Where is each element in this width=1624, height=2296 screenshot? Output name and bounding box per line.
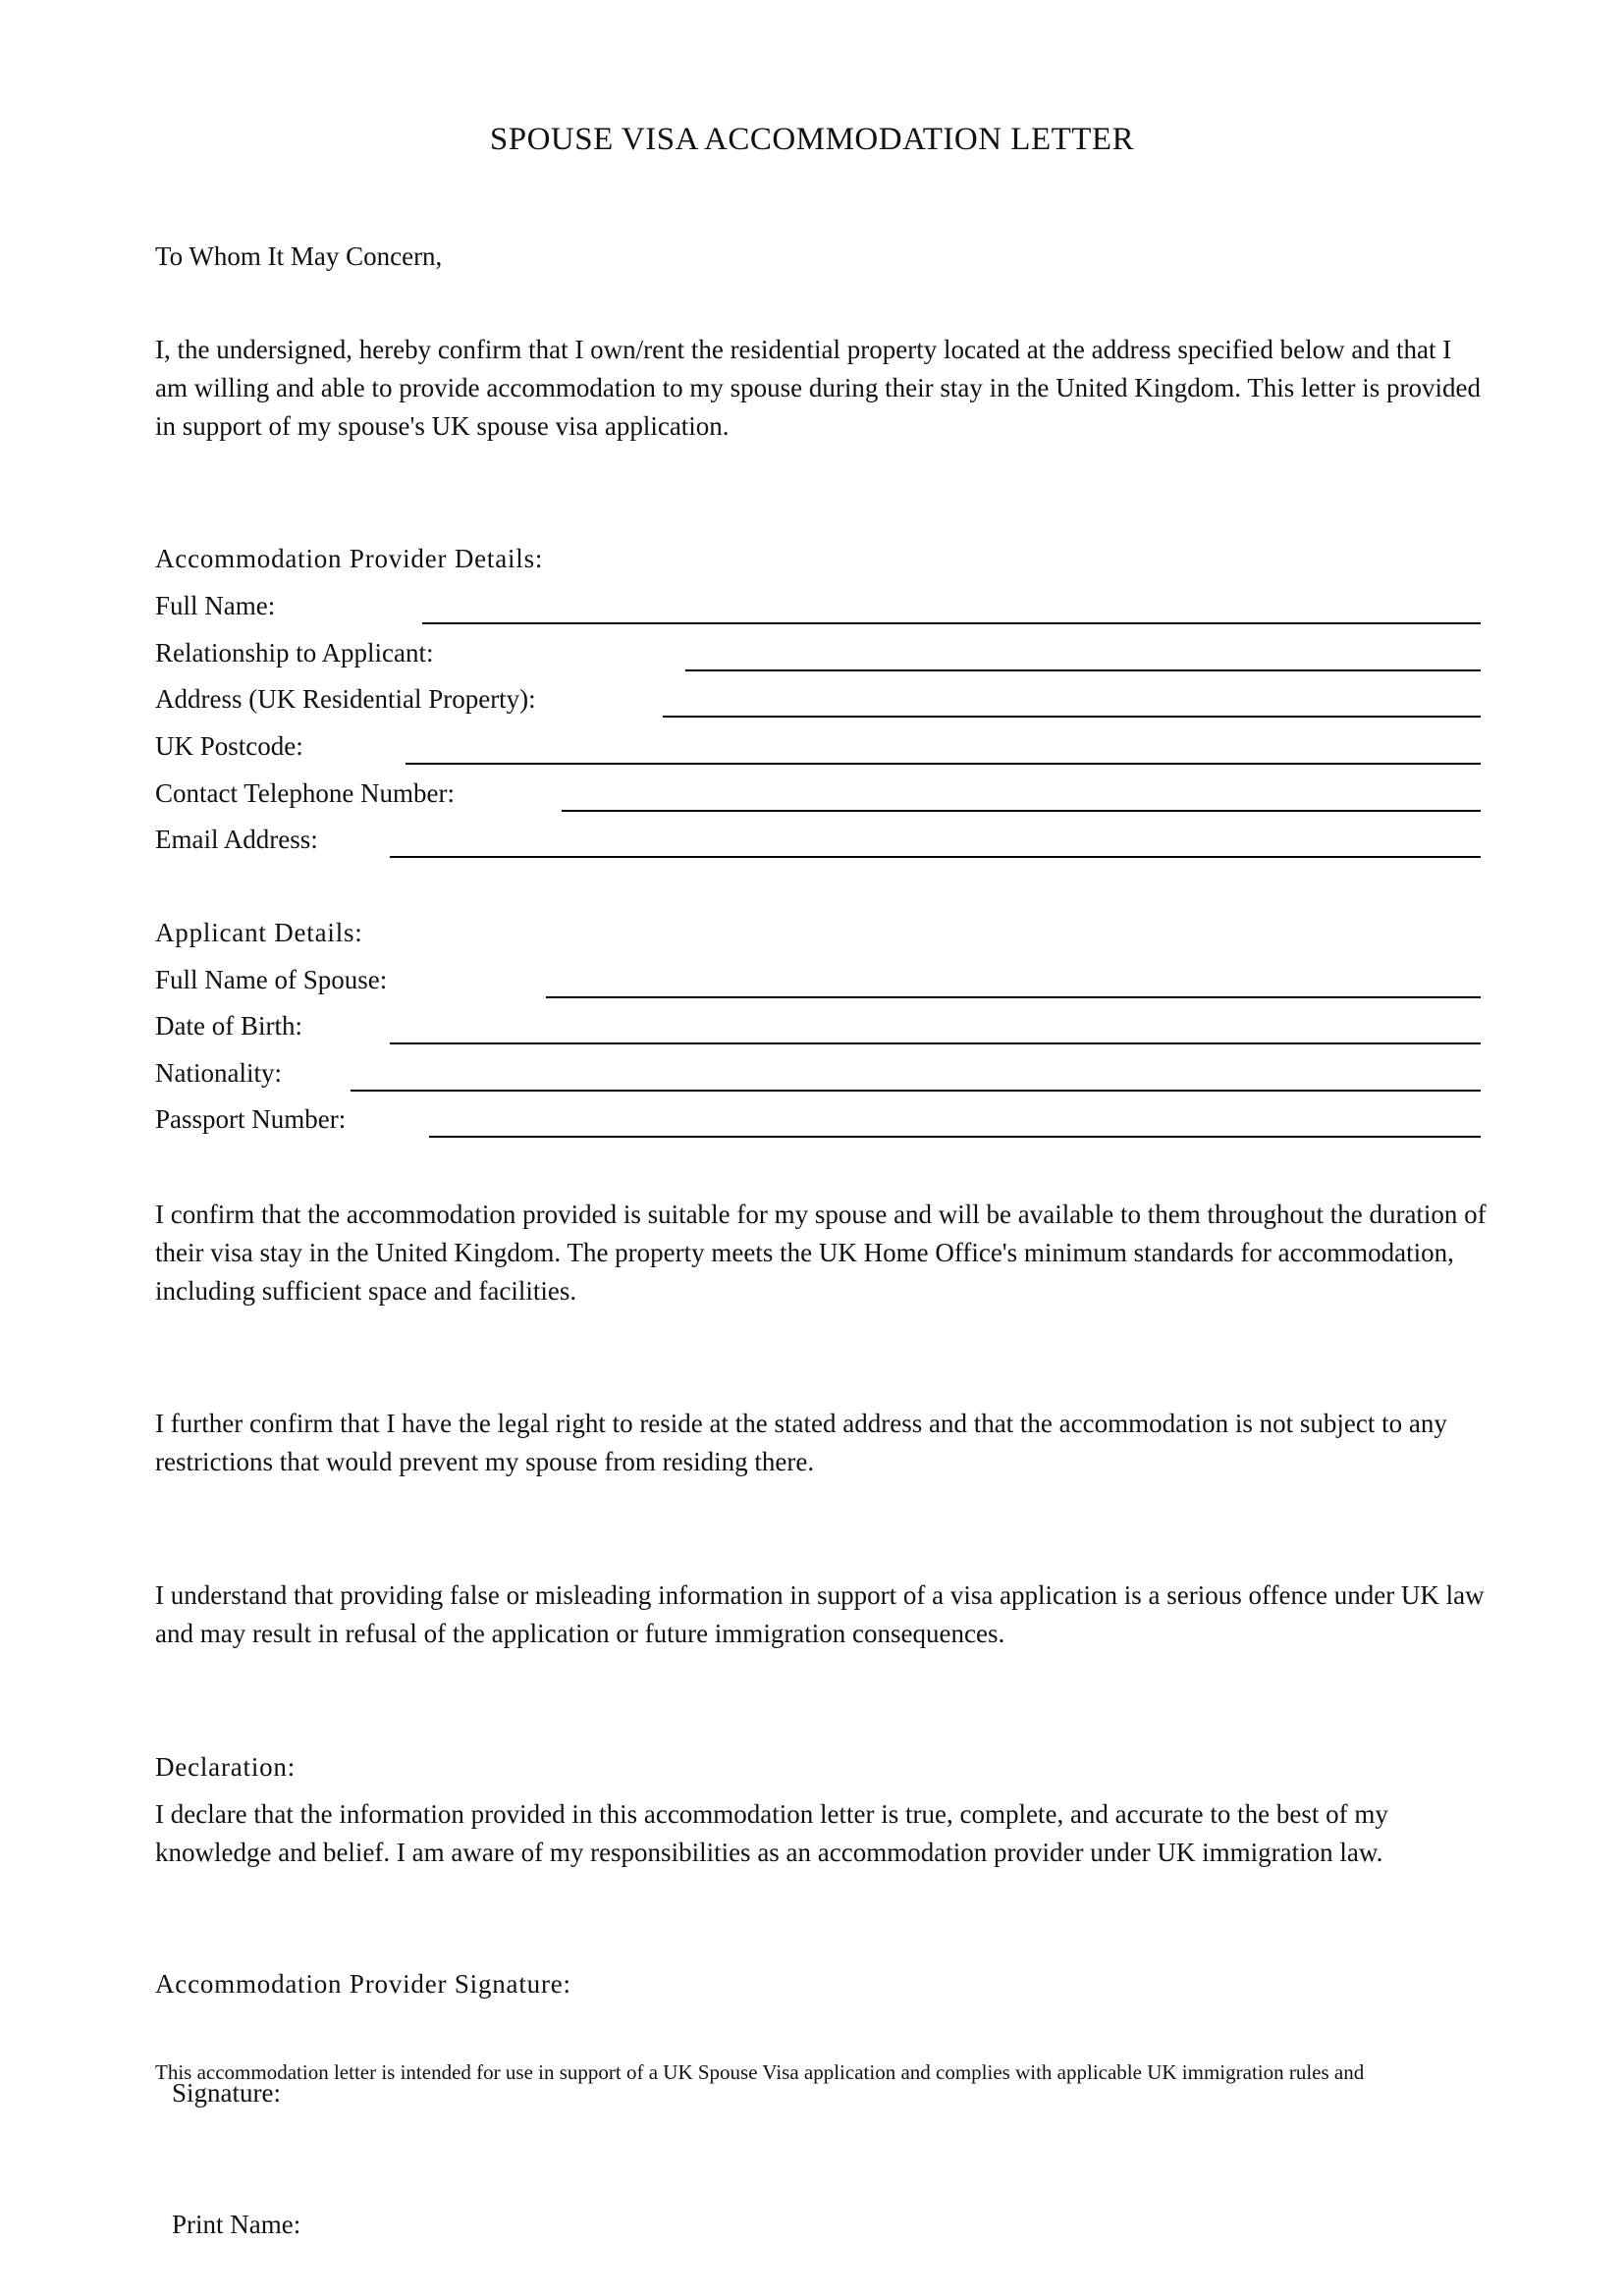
provider-email-field[interactable]: [390, 856, 1481, 858]
provider-postcode-label: UK Postcode:: [155, 731, 303, 761]
applicant-passport-field[interactable]: [429, 1136, 1481, 1138]
provider-details-heading: Accommodation Provider Details:: [155, 544, 544, 573]
false-information-paragraph: I understand that providing false or misleading information in support of a visa application is a serious offence under UK law and may result in refusal of the application or future immigration consequences.: [155, 1580, 1485, 1648]
provider-address-field[interactable]: [663, 716, 1481, 718]
provider-full-name-field[interactable]: [422, 622, 1481, 624]
document-title: SPOUSE VISA ACCOMMODATION LETTER: [489, 122, 1135, 157]
applicant-details-heading: Applicant Details:: [155, 918, 363, 947]
applicant-nationality-label: Nationality:: [155, 1058, 282, 1088]
signature-label: Signature:: [172, 2078, 281, 2108]
provider-address-label: Address (UK Residential Property):: [155, 684, 536, 714]
intro-paragraph: I, the undersigned, hereby confirm that I own/rent the residential property located at the address specified below and that I am willing and able to provide accommodation to my spouse during their stay in the United Kingdom. This letter is provided in support of my spouse's UK spouse visa application.: [155, 335, 1482, 441]
provider-postcode-field[interactable]: [406, 763, 1481, 765]
signature-section-heading: Accommodation Provider Signature:: [155, 1969, 571, 1999]
declaration-heading: Declaration:: [155, 1752, 297, 1782]
applicant-passport-label: Passport Number:: [155, 1104, 347, 1134]
applicant-dob-label: Date of Birth:: [155, 1011, 302, 1041]
provider-telephone-field[interactable]: [562, 810, 1481, 812]
print-name-label: Print Name:: [172, 2210, 301, 2239]
provider-relationship-label: Relationship to Applicant:: [155, 638, 434, 667]
salutation: To Whom It May Concern,: [155, 241, 443, 271]
provider-full-name-label: Full Name:: [155, 591, 276, 620]
suitability-paragraph: I confirm that the accommodation provided is suitable for my spouse and will be available to them throughout the duration of their visa stay in the United Kingdom. The property meets the UK Home Office's minimum standards for accommodation, including sufficient space and facilities.: [155, 1200, 1487, 1306]
provider-relationship-field[interactable]: [685, 669, 1481, 671]
provider-telephone-label: Contact Telephone Number:: [155, 778, 456, 808]
applicant-full-name-label: Full Name of Spouse:: [155, 965, 388, 994]
declaration-text: I declare that the information provided in this accommodation letter is true, complete, and accurate to the best of my knowledge and belief. I am aware of my responsibilities as an accommodation provider under UK immigration law.: [155, 1799, 1388, 1867]
applicant-nationality-field[interactable]: [351, 1090, 1481, 1092]
footer-note: This accommodation letter is intended for use in support of a UK Spouse Visa application and complies with applicable UK immigration rules and: [155, 2060, 1365, 2084]
applicant-full-name-field[interactable]: [546, 996, 1481, 998]
provider-email-label: Email Address:: [155, 825, 318, 854]
legal-right-paragraph: I further confirm that I have the legal right to reside at the stated address and that the accommodation is not subject to any restrictions that would prevent my spouse from residing there.: [155, 1409, 1447, 1476]
applicant-dob-field[interactable]: [390, 1042, 1481, 1044]
